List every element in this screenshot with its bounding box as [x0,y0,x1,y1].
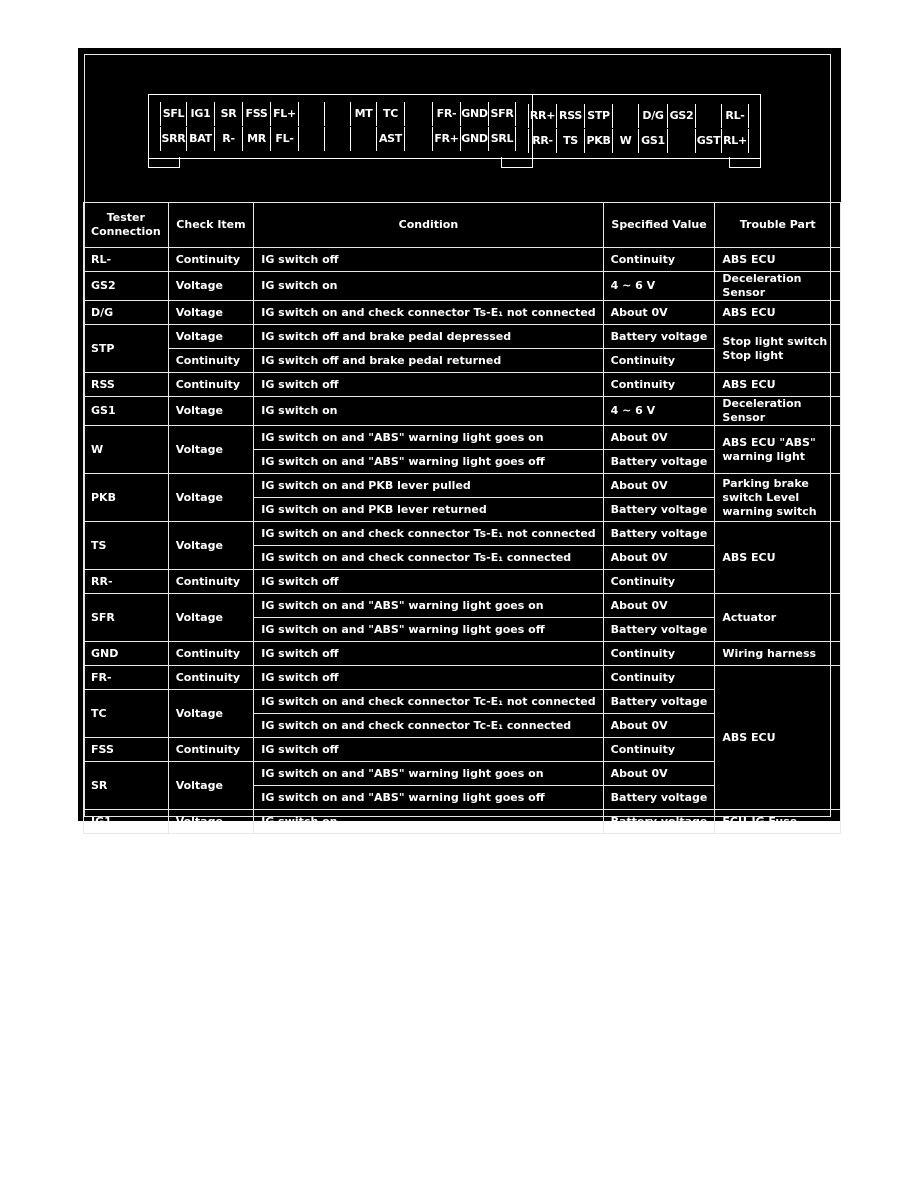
connector-pin: RSS [556,104,584,128]
table-row [84,474,841,498]
condition-cell: IG switch on [254,810,603,834]
header-specified-value: Specified Value [603,203,715,248]
connector-pin: SRL [488,127,516,151]
trouble-part-cell: Wiring harness [715,642,841,666]
specified-value-cell: About 0V [603,301,715,325]
pin-row-right-top [528,104,749,128]
connector-pin: GND [460,102,488,126]
specified-value-cell: Battery voltage [603,450,715,474]
check-item-cell: Continuity [168,642,254,666]
condition-cell: IG switch on and PKB lever pulled [254,474,603,498]
condition-cell: IG switch on and "ABS" warning light goes on [254,762,603,786]
connector-pin: GST [695,129,721,153]
check-item-cell: Voltage [168,762,254,810]
terminal-cell: IG1 [84,810,169,834]
specified-value-cell: About 0V [603,594,715,618]
connector-pin [404,127,432,151]
specified-value-cell: Battery voltage [603,810,715,834]
terminal-cell: RL- [84,248,169,272]
specified-value-cell: Battery voltage [603,498,715,522]
connector-pin: GND [460,127,488,151]
terminal-inspection-table [83,202,841,834]
connector-pin: IG1 [186,102,214,126]
pin-row-left-bottom [160,127,516,151]
terminal-cell: STP [84,325,169,373]
connector-pin: TS [556,129,584,153]
connector-pin: MR [242,127,270,151]
connector-pin: RL- [721,104,749,128]
check-item-cell: Voltage [168,474,254,522]
check-item-cell: Voltage [168,690,254,738]
connector-pin: FL- [270,127,298,151]
specified-value-cell: Continuity [603,738,715,762]
terminal-cell: TS [84,522,169,570]
check-item-cell: Voltage [168,810,254,834]
condition-cell: IG switch on and check connector Ts-E₁ not connected [254,301,603,325]
specified-value-cell: Continuity [603,642,715,666]
ecu-connector-diagram [148,94,761,174]
table-row [84,325,841,349]
condition-cell: IG switch on and check connector Ts-E₁ not connected [254,522,603,546]
condition-cell: IG switch on and "ABS" warning light goes on [254,594,603,618]
table-row [84,810,841,834]
trouble-part-cell: ABS ECU [715,301,841,325]
trouble-part-cell: ABS ECU [715,248,841,272]
terminal-cell: GND [84,642,169,666]
specified-value-cell: Battery voltage [603,618,715,642]
connector-pin: SFR [488,102,516,126]
trouble-part-cell: ABS ECU [715,666,841,810]
specified-value-cell: Continuity [603,349,715,373]
terminal-cell: FR- [84,666,169,690]
connector-pin: R- [214,127,242,151]
condition-cell: IG switch off [254,570,603,594]
connector-pin: RR- [528,129,556,153]
specified-value-cell: About 0V [603,474,715,498]
table-row [84,666,841,690]
connector-pin [298,127,324,151]
trouble-part-cell: ABS ECU [715,522,841,594]
trouble-part-cell: ABS ECU "ABS" warning light [715,426,841,474]
connector-pin: SFL [160,102,186,126]
diagram-panel [78,48,841,828]
check-item-cell: Continuity [168,738,254,762]
connector-pin [350,127,376,151]
check-item-cell: Voltage [168,426,254,474]
specified-value-cell: Battery voltage [603,522,715,546]
specified-value-cell: About 0V [603,714,715,738]
connector-pin: FSS [242,102,270,126]
condition-cell: IG switch on and check connector Tc-E₁ connected [254,714,603,738]
specified-value-cell: Continuity [603,248,715,272]
connector-pin [324,102,350,126]
condition-cell: IG switch on [254,397,603,426]
terminal-cell: GS1 [84,397,169,426]
table-row [84,397,841,426]
trouble-part-cell: ABS ECU [715,373,841,397]
trouble-part-cell: ECU-IG Fuse [715,810,841,834]
specified-value-cell: Continuity [603,570,715,594]
connector-pin [612,104,638,128]
trouble-part-cell: Stop light switch Stop light [715,325,841,373]
check-item-cell: Continuity [168,248,254,272]
terminal-cell: SFR [84,594,169,642]
pin-row-left-top [160,102,516,126]
condition-cell: IG switch on and PKB lever returned [254,498,603,522]
check-item-cell: Continuity [168,373,254,397]
specified-value-cell: Battery voltage [603,325,715,349]
connector-pin: SR [214,102,242,126]
trouble-part-cell: Deceleration Sensor [715,272,841,301]
connector-pin: FR- [432,102,460,126]
table-row [84,426,841,450]
trouble-part-cell: Actuator [715,594,841,642]
condition-cell: IG switch on and "ABS" warning light goes on [254,426,603,450]
check-item-cell: Continuity [168,570,254,594]
condition-cell: IG switch on [254,272,603,301]
specified-value-cell: Battery voltage [603,786,715,810]
pin-row-right-bottom [528,129,749,153]
check-item-cell: Continuity [168,666,254,690]
connector-pin [695,104,721,128]
specified-value-cell: 4 ~ 6 V [603,397,715,426]
connector-pin: W [612,129,638,153]
table-row [84,248,841,272]
condition-cell: IG switch on and "ABS" warning light goes off [254,786,603,810]
condition-cell: IG switch off [254,373,603,397]
connector-tab-middle [501,157,533,168]
table-header-row [84,203,841,248]
trouble-part-cell: Parking brake switch Level warning switch [715,474,841,522]
terminal-cell: GS2 [84,272,169,301]
table-row [84,272,841,301]
connector-pin: RL+ [721,129,749,153]
condition-cell: IG switch off [254,642,603,666]
specified-value-cell: 4 ~ 6 V [603,272,715,301]
condition-cell: IG switch off [254,738,603,762]
connector-pin [298,102,324,126]
connector-pin: D/G [638,104,667,128]
terminal-cell: RR- [84,570,169,594]
connector-pin: BAT [186,127,214,151]
specified-value-cell: Battery voltage [603,690,715,714]
connector-pin: PKB [584,129,612,153]
check-item-cell: Voltage [168,594,254,642]
terminal-cell: FSS [84,738,169,762]
terminal-cell: PKB [84,474,169,522]
header-trouble-part: Trouble Part [715,203,841,248]
check-item-cell: Voltage [168,325,254,349]
check-item-cell: Voltage [168,522,254,570]
specified-value-cell: About 0V [603,546,715,570]
condition-cell: IG switch on and check connector Tc-E₁ not connected [254,690,603,714]
check-item-cell: Continuity [168,349,254,373]
terminal-cell: SR [84,762,169,810]
specified-value-cell: Continuity [603,666,715,690]
connector-pin: GS1 [638,129,667,153]
connector-pin: TC [376,102,404,126]
condition-cell: IG switch on and "ABS" warning light goes off [254,450,603,474]
condition-cell: IG switch off and brake pedal returned [254,349,603,373]
terminal-cell: W [84,426,169,474]
connector-tab-right [729,157,761,168]
terminal-cell: RSS [84,373,169,397]
check-item-cell: Voltage [168,397,254,426]
header-condition: Condition [254,203,603,248]
connector-pin: AST [376,127,404,151]
check-item-cell: Voltage [168,301,254,325]
condition-cell: IG switch off [254,666,603,690]
header-check-item: Check Item [168,203,254,248]
specified-value-cell: About 0V [603,762,715,786]
connector-pin [667,129,695,153]
connector-pin: FL+ [270,102,298,126]
condition-cell: IG switch off [254,248,603,272]
connector-tab-left [148,157,180,168]
terminal-cell: TC [84,690,169,738]
header-tester-connection: Tester Connection [84,203,169,248]
condition-cell: IG switch on and "ABS" warning light goes off [254,618,603,642]
table-row [84,373,841,397]
connector-pin: RR+ [528,104,556,128]
connector-pin: MT [350,102,376,126]
terminal-cell: D/G [84,301,169,325]
connector-pin [324,127,350,151]
table-row [84,642,841,666]
specified-value-cell: Continuity [603,373,715,397]
connector-pin: FR+ [432,127,460,151]
check-item-cell: Voltage [168,272,254,301]
connector-pin: STP [584,104,612,128]
connector-pin [404,102,432,126]
table-row [84,301,841,325]
specified-value-cell: About 0V [603,426,715,450]
trouble-part-cell: Deceleration Sensor [715,397,841,426]
connector-pin: SRR [160,127,186,151]
table-row [84,522,841,546]
condition-cell: IG switch off and brake pedal depressed [254,325,603,349]
connector-pin: GS2 [667,104,695,128]
condition-cell: IG switch on and check connector Ts-E₁ connected [254,546,603,570]
table-row [84,594,841,618]
